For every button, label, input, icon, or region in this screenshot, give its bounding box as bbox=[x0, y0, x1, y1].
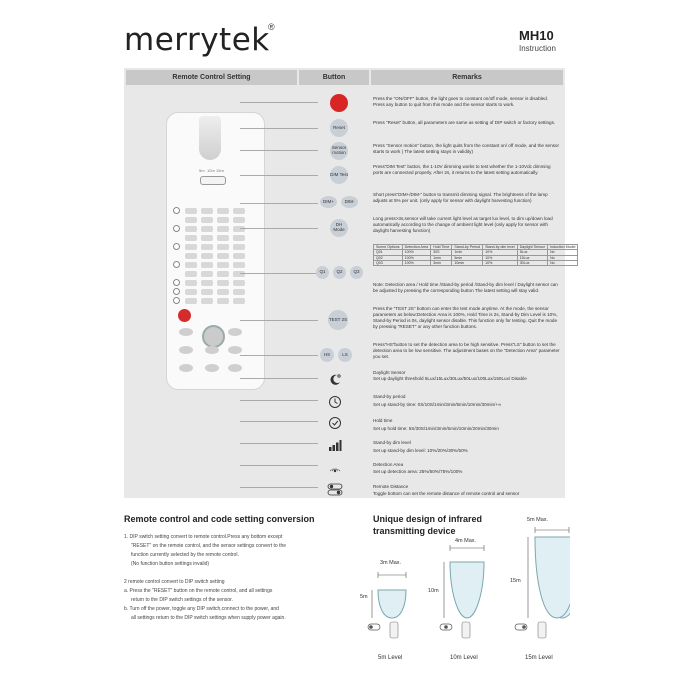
section2-line: all settings return to the DIP switch settings when supply power again. bbox=[131, 615, 286, 621]
remote-reset-key[interactable] bbox=[179, 328, 193, 336]
scene-header: Daylight Sensor bbox=[517, 245, 547, 250]
section2-line: return to the DIP switch settings of the sensor. bbox=[131, 597, 233, 603]
remote-dim-plus-key[interactable] bbox=[228, 364, 242, 372]
section2-line: function currently selected by the remote control. bbox=[131, 552, 239, 558]
remark-standby-dim-title: Stand-by dim level bbox=[373, 440, 411, 445]
remote-keypad-key[interactable] bbox=[185, 271, 197, 277]
scene-cell: 3min bbox=[431, 260, 452, 265]
remote-keypad-key[interactable] bbox=[233, 253, 245, 259]
leader-line bbox=[240, 175, 318, 176]
remote-keypad-key[interactable] bbox=[233, 244, 245, 250]
dh-mode-button[interactable]: DH Mode bbox=[330, 219, 348, 237]
remote-keypad-key[interactable] bbox=[217, 253, 229, 259]
ir-window bbox=[199, 116, 221, 160]
scene-header: Scene Options bbox=[374, 245, 403, 250]
leader-line bbox=[240, 421, 318, 422]
level-5m-caption: 5m Level bbox=[378, 655, 403, 661]
section2-line: (No function button settings invalid) bbox=[131, 561, 210, 567]
remote-dim-minus-key[interactable] bbox=[179, 364, 193, 372]
remote-keypad-key[interactable] bbox=[185, 235, 197, 241]
remote-keypad-key[interactable] bbox=[201, 271, 213, 277]
scene-cell: No bbox=[548, 250, 578, 255]
remote-keypad-key[interactable] bbox=[185, 280, 197, 286]
remote-row-symbol-icon bbox=[173, 288, 180, 295]
remote-keypad-key[interactable] bbox=[217, 217, 229, 223]
remark-dh-mode: Long press>3s,sensor will take current light level as target lux level, to dim up/down load automatically according to the change of ambient light level (only apply for sensor with daylight harvesting function) bbox=[373, 216, 553, 233]
registered-mark: ® bbox=[268, 22, 275, 32]
scene-cell: 5Lux bbox=[517, 250, 547, 255]
scene-cell: Q02 bbox=[374, 255, 403, 260]
remote-keypad-key[interactable] bbox=[185, 289, 197, 295]
scene-cell: 10% bbox=[483, 250, 518, 255]
remark-test-2s: Press the "TEST 2S" bottom can enter the test mode anytime. At the mode, the sensor parameters as below:Detection Area is 100%, Hold Time is 2s, Stand-by Dim Level is 10%, Stand-by Period is 0s, daylight sensor disable. This function only for testing. Quit the mode by pressing "RESET" or any other function buttons. bbox=[373, 306, 558, 329]
leader-line bbox=[240, 102, 318, 103]
remote-hs-key[interactable] bbox=[179, 346, 193, 354]
scene-header: Stand-by Period bbox=[452, 245, 483, 250]
level-15m-max: 5m Max. bbox=[527, 517, 549, 523]
on-off-button[interactable] bbox=[330, 94, 348, 112]
dim-test-button[interactable]: DIM Test bbox=[330, 166, 348, 184]
section2-line: b. Turn off the power, toggle any DIP switch,connect to the power, and bbox=[124, 606, 279, 612]
remote-keypad-key[interactable] bbox=[201, 280, 213, 286]
remark-detection-area: Set up detection area: 25%/50%/75%/100% bbox=[373, 469, 463, 474]
level-10m-caption: 10m Level bbox=[450, 655, 478, 661]
remote-keypad-key[interactable] bbox=[185, 217, 197, 223]
leader-line bbox=[240, 150, 318, 151]
remote-test-key[interactable] bbox=[202, 325, 225, 348]
lens-label-10m: 10m bbox=[207, 168, 215, 173]
sensor-motion-button[interactable]: Sensor motion bbox=[330, 142, 348, 160]
scene-cell: 15Lux bbox=[517, 255, 547, 260]
remark-reset: Press "Reset" button, all parameters are same as setting of DIP switch or factory settings. bbox=[373, 120, 556, 125]
remote-keypad-key[interactable] bbox=[201, 244, 213, 250]
brand-logo: merrytek bbox=[124, 22, 270, 58]
stand-by-dim-level-icon bbox=[326, 436, 344, 454]
scene-cell: Q01 bbox=[374, 250, 403, 255]
scene-options-table bbox=[373, 244, 578, 266]
leader-line bbox=[240, 400, 318, 401]
infrared-range-diagram bbox=[350, 512, 570, 670]
level-15m-height: 15m bbox=[510, 578, 521, 584]
ls-button[interactable]: LS bbox=[338, 348, 352, 362]
level-5m-height: 5m bbox=[360, 594, 368, 600]
remark-daylight-title: Daylight Sensor bbox=[373, 370, 406, 375]
remote-keypad-key[interactable] bbox=[217, 271, 229, 277]
scene-cell: 100% bbox=[402, 250, 431, 255]
scene-cell: 30Lux bbox=[517, 260, 547, 265]
scene-cell: 10% bbox=[483, 255, 518, 260]
remote-keypad-key[interactable] bbox=[201, 298, 213, 304]
section2-line: "RESET" on the remote control, and the sensor settings convert to the bbox=[131, 543, 287, 549]
remark-dim-test: Press"DIM Test" button, the 1-10V dimming works to test whether the 1-10Vdc dimming ports are connected properly. After 2s, it returns to the latest setting automatically. bbox=[373, 164, 551, 175]
distance-toggle-switch[interactable] bbox=[200, 176, 226, 185]
leader-line bbox=[240, 320, 318, 321]
level-10m-height: 10m bbox=[428, 588, 439, 594]
level-10m-max: 4m Max. bbox=[455, 538, 477, 544]
scene-cell: 5min bbox=[452, 255, 483, 260]
remote-keypad-key[interactable] bbox=[217, 208, 229, 214]
scene-header: Hold Time bbox=[431, 245, 452, 250]
remote-keypad-key[interactable] bbox=[217, 280, 229, 286]
remote-row-symbol-icon bbox=[173, 261, 180, 268]
document-type: Instruction bbox=[519, 44, 556, 53]
test-2s-button[interactable]: TEST 2S bbox=[328, 310, 348, 330]
remote-row-symbol-icon bbox=[173, 297, 180, 304]
scene-cell: No bbox=[548, 260, 578, 265]
scene-cell: 10% bbox=[483, 260, 518, 265]
scene-header: Induction Model bbox=[548, 245, 578, 250]
remote-ls-key[interactable] bbox=[228, 346, 242, 354]
remote-keypad-key[interactable] bbox=[217, 226, 229, 232]
remark-on-off: Press the "ON/OFF" button, the light goes to constant on/off mode, sensor is disabled. Press any button to quit from this mode and the sensor starts to work. bbox=[373, 96, 549, 107]
scene-cell: No bbox=[548, 255, 578, 260]
leader-line bbox=[240, 465, 318, 466]
remote-keypad-key[interactable] bbox=[185, 208, 197, 214]
remote-keypad-key[interactable] bbox=[217, 235, 229, 241]
remote-sensor-key[interactable] bbox=[228, 328, 242, 336]
remark-detection-area-title: Detection Area bbox=[373, 462, 404, 467]
remark-sensor-motion: Press "Sensor motion" button, the light quits from the constant on/ off mode, and the sensor starts to work ( The latest setting stays in validity) bbox=[373, 143, 560, 154]
remote-dh-key[interactable] bbox=[205, 364, 219, 372]
hs-button[interactable]: HS bbox=[320, 348, 334, 362]
remote-keypad-key[interactable] bbox=[217, 289, 229, 295]
remark-standby-dim: Set up stand-by dim level: 10%/20%/30%/50% bbox=[373, 448, 468, 453]
remote-keypad-key[interactable] bbox=[201, 226, 213, 232]
remote-row-symbol-icon bbox=[173, 243, 180, 250]
remote-keypad-key[interactable] bbox=[233, 217, 245, 223]
lens-label-5m: 5m bbox=[199, 168, 205, 173]
header-remarks: Remarks bbox=[371, 70, 563, 85]
section2-line: 1. DIP switch setting convert to remote control.Press any bottom except bbox=[124, 534, 283, 540]
remark-hs-ls: Press"HS"button to set the detection area to be high sensitive. Press"LS" button to set the detection area to be low sensitive. The adjustment bases on the "Detection Area" parameter you set. bbox=[373, 342, 560, 359]
remote-keypad-key[interactable] bbox=[201, 289, 213, 295]
remote-row-symbol-icon bbox=[173, 225, 180, 232]
dim-plus-button[interactable]: DIM+ bbox=[320, 196, 337, 208]
remote-keypad-key[interactable] bbox=[233, 226, 245, 232]
scene-cell: 100% bbox=[402, 255, 431, 260]
remark-standby-period: Set up stand-by time: 0S/10S/1min/3min/5min/10min/30min/+∞ bbox=[373, 402, 502, 407]
remark-hold-time-title: Hold time bbox=[373, 418, 393, 423]
leader-line bbox=[240, 128, 318, 129]
leader-line bbox=[240, 487, 318, 488]
leader-line bbox=[240, 228, 318, 229]
remote-keypad-key[interactable] bbox=[201, 208, 213, 214]
remark-q-buttons: Note: Detection area / Hold time /Stand-by period /Stand-by dim level / Daylight sensor can be adjusted by pressing the corresponding button The latest setting will stay valid. bbox=[373, 282, 558, 293]
remote-keypad-key[interactable] bbox=[185, 253, 197, 259]
remote-keypad-key[interactable] bbox=[217, 262, 229, 268]
q1-button[interactable]: Q1 bbox=[316, 266, 329, 279]
remark-standby-period-title: Stand-by period bbox=[373, 394, 406, 399]
header-remote-control-setting: Remote Control Setting bbox=[126, 70, 297, 85]
remark-daylight: Set up daylight threshold 5Lux/15Lux/30Lux/50Lux/100Lux/150Lux/ Disable bbox=[373, 376, 527, 381]
scene-cell: 1min bbox=[431, 255, 452, 260]
remote-keypad-key[interactable] bbox=[233, 280, 245, 286]
section2-line: a. Press the "RESET" button on the remote control, and all settings bbox=[124, 588, 273, 594]
level-15m-caption: 15m Level bbox=[525, 655, 553, 661]
remote-keypad-key[interactable] bbox=[233, 262, 245, 268]
remote-keypad-key[interactable] bbox=[185, 262, 197, 268]
remote-keypad-key[interactable] bbox=[233, 289, 245, 295]
daylight-sensor-icon bbox=[326, 371, 344, 389]
remark-hold-time: Set up hold time: 5S/30S/1min/3min/5min/10min/20min/30min bbox=[373, 426, 499, 431]
lens-label-15m: 15m bbox=[216, 168, 224, 173]
remote-keypad-key[interactable] bbox=[233, 271, 245, 277]
remote-on-off-key[interactable] bbox=[178, 309, 191, 322]
leader-line bbox=[240, 355, 318, 356]
scene-cell: Q03 bbox=[374, 260, 403, 265]
leader-line bbox=[240, 203, 318, 204]
remote-keypad-key[interactable] bbox=[185, 226, 197, 232]
remark-dim-plus-minus: Short press"DIM+/DIM-" button to transmit dimming signal. The brightness of the lamp adjusts at 5% per unit. (only apply for sensor with daylight harvesting function) bbox=[373, 192, 548, 203]
remote-keypad-key[interactable] bbox=[201, 217, 213, 223]
remote-dim-test-key[interactable] bbox=[205, 346, 219, 354]
remote-keypad-key[interactable] bbox=[201, 253, 213, 259]
remote-keypad-key[interactable] bbox=[217, 244, 229, 250]
hold-time-icon bbox=[326, 414, 344, 432]
remote-row-symbol-icon bbox=[173, 207, 180, 214]
remote-row-symbol-icon bbox=[173, 279, 180, 286]
remote-keypad-key[interactable] bbox=[201, 262, 213, 268]
leader-line bbox=[240, 273, 318, 274]
model-number: MH10 bbox=[519, 28, 554, 43]
leader-line bbox=[240, 378, 318, 379]
dim-minus-button[interactable]: DIM- bbox=[341, 196, 358, 208]
header-button: Button bbox=[299, 70, 369, 85]
remote-keypad-key[interactable] bbox=[201, 235, 213, 241]
remote-distance-icon bbox=[326, 480, 344, 498]
detection-area-icon bbox=[326, 458, 344, 476]
scene-header: Stand-by dim level bbox=[483, 245, 518, 250]
section-infrared-title-line1: Unique design of infrared bbox=[373, 514, 483, 524]
remote-keypad-key[interactable] bbox=[233, 298, 245, 304]
scene-cell: 10min bbox=[452, 260, 483, 265]
remote-keypad-key[interactable] bbox=[233, 235, 245, 241]
scene-cell: 1min bbox=[452, 250, 483, 255]
remote-keypad-key[interactable] bbox=[217, 298, 229, 304]
stand-by-period-icon bbox=[326, 393, 344, 411]
q2-button[interactable]: Q2 bbox=[333, 266, 346, 279]
remark-remote-distance: Toggle bottom can set the remote distance of remote control and sensor bbox=[373, 491, 520, 496]
remote-keypad-key[interactable] bbox=[233, 208, 245, 214]
level-5m-max: 3m Max. bbox=[380, 560, 402, 566]
remark-remote-distance-title: Remote Distance bbox=[373, 484, 409, 489]
section-infrared-title-line2: transmitting device bbox=[373, 526, 456, 536]
reset-button[interactable]: Reset bbox=[330, 119, 348, 137]
scene-cell: 100% bbox=[402, 260, 431, 265]
leader-line bbox=[240, 443, 318, 444]
section2-line: 2 remote control convert to DIP switch setting bbox=[124, 579, 225, 585]
section-remote-code-conversion-title: Remote control and code setting conversion bbox=[124, 514, 315, 524]
scene-cell: 30S bbox=[431, 250, 452, 255]
q3-button[interactable]: Q3 bbox=[350, 266, 363, 279]
remote-keypad-key[interactable] bbox=[185, 244, 197, 250]
scene-header: Detection Area bbox=[402, 245, 431, 250]
remote-keypad-key[interactable] bbox=[185, 298, 197, 304]
